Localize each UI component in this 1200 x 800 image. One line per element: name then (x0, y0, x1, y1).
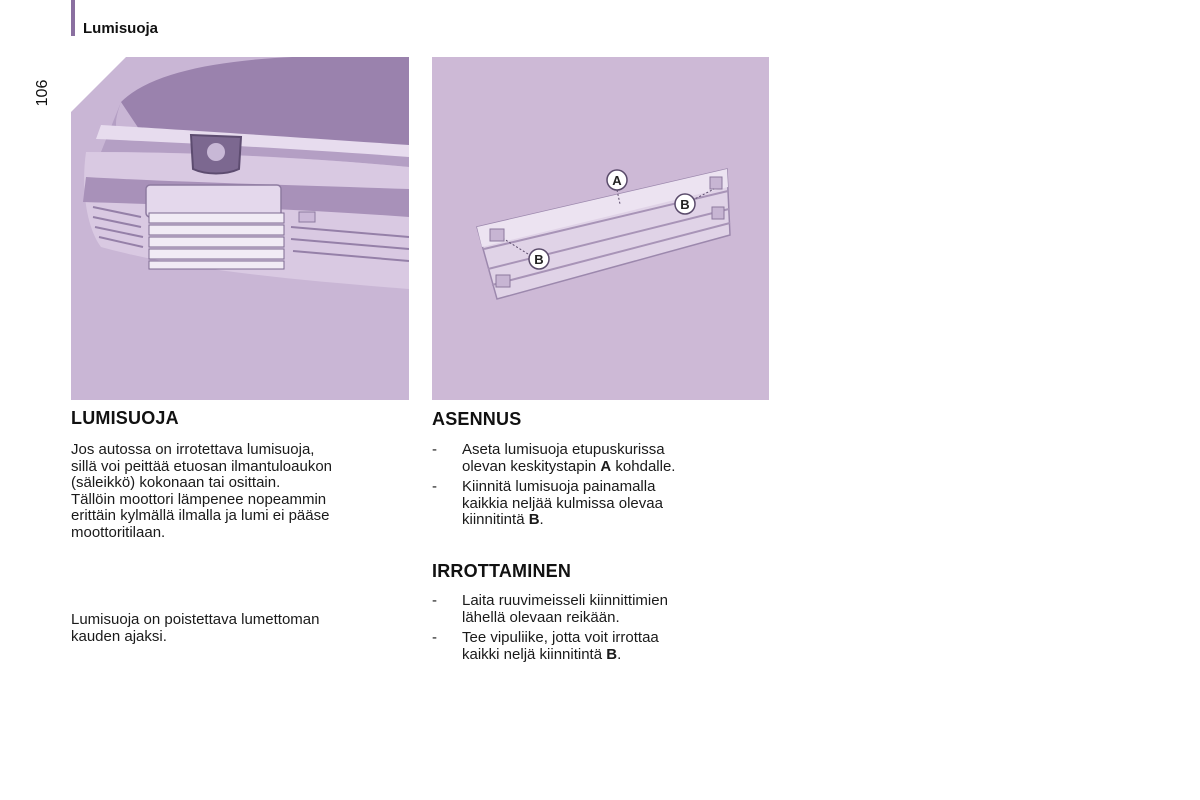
lumisuoja-paragraph-1 (71, 442, 416, 541)
list-dash: - (432, 629, 437, 646)
text-line: kohdalle. (611, 457, 676, 475)
irrottaminen-heading: IRROTTAMINEN (432, 561, 572, 581)
list-dash: - (432, 478, 437, 495)
snow-shield-figure (432, 57, 769, 400)
text-line: kaikkia neljää kulmissa olevaa (462, 494, 663, 512)
text-line: (säleikkö) kokonaan tai osittain. (71, 474, 281, 491)
text-line: Tee vipuliike, jotta voit irrottaa (462, 629, 659, 646)
text-line: Aseta lumisuoja etupuskurissa (462, 441, 665, 458)
irrottaminen-section (432, 561, 772, 582)
snow-shield-illustration (432, 57, 769, 400)
callout-b-left (529, 249, 549, 269)
list-item (432, 479, 772, 529)
text-line: kiinnitintä (462, 511, 529, 528)
text-line: lähellä olevaan reikään. (462, 608, 620, 626)
callout-b-right (675, 194, 695, 214)
list-item (432, 593, 772, 626)
callout-a (607, 170, 627, 190)
lumisuoja-note (71, 612, 416, 645)
header-accent-bar (71, 0, 75, 36)
list-item (432, 630, 772, 663)
text-line: erittäin kylmällä ilmalla ja lumi ei pääse (71, 507, 330, 524)
text-line: Jos autossa on irrotettava lumisuoja, (71, 441, 315, 458)
car-front-figure (71, 57, 409, 400)
text-line: kaikki neljä kiinnitintä (462, 645, 607, 663)
lumisuoja-section (71, 408, 416, 429)
svg-text:A: A (612, 173, 622, 188)
irrottaminen-list-wrap (432, 593, 772, 667)
asennus-list (432, 442, 772, 529)
text-line: Laita ruuvimeisseli kiinnittimien (462, 592, 668, 609)
lumisuoja-intro (71, 442, 416, 541)
text-line: moottoritilaan. (71, 523, 166, 541)
text-line: olevan keskitystapin (462, 457, 601, 475)
asennus-heading: ASENNUS (432, 409, 522, 429)
list-dash: - (432, 441, 437, 458)
svg-text:B: B (680, 197, 690, 212)
list-item (432, 442, 772, 475)
text-line: Tällöin moottori lämpenee nopeammin (71, 490, 327, 508)
text-line: Lumisuoja on poistettava lumettoman (71, 611, 320, 628)
asennus-section (432, 409, 772, 430)
page-header-title: Lumisuoja (83, 20, 159, 37)
text-line: . (617, 645, 622, 663)
lumisuoja-paragraph-2 (71, 612, 416, 645)
list-dash: - (432, 592, 437, 609)
text-line: kauden ajaksi. (71, 627, 167, 645)
lumisuoja-heading: LUMISUOJA (71, 408, 179, 428)
svg-text:B: B (534, 252, 544, 267)
car-front-illustration (71, 57, 409, 400)
callout-ref-b: B (528, 511, 540, 528)
page-number: 106 (34, 79, 51, 107)
callout-ref-b: B (606, 645, 618, 663)
text-line: . (539, 511, 544, 528)
asennus-list-wrap (432, 442, 772, 533)
text-line: Kiinnitä lumisuoja painamalla (462, 478, 656, 495)
text-line: sillä voi peittää etuosan ilmantuloaukon (71, 457, 332, 475)
irrottaminen-list (432, 593, 772, 663)
callout-ref-a: A (600, 457, 612, 475)
